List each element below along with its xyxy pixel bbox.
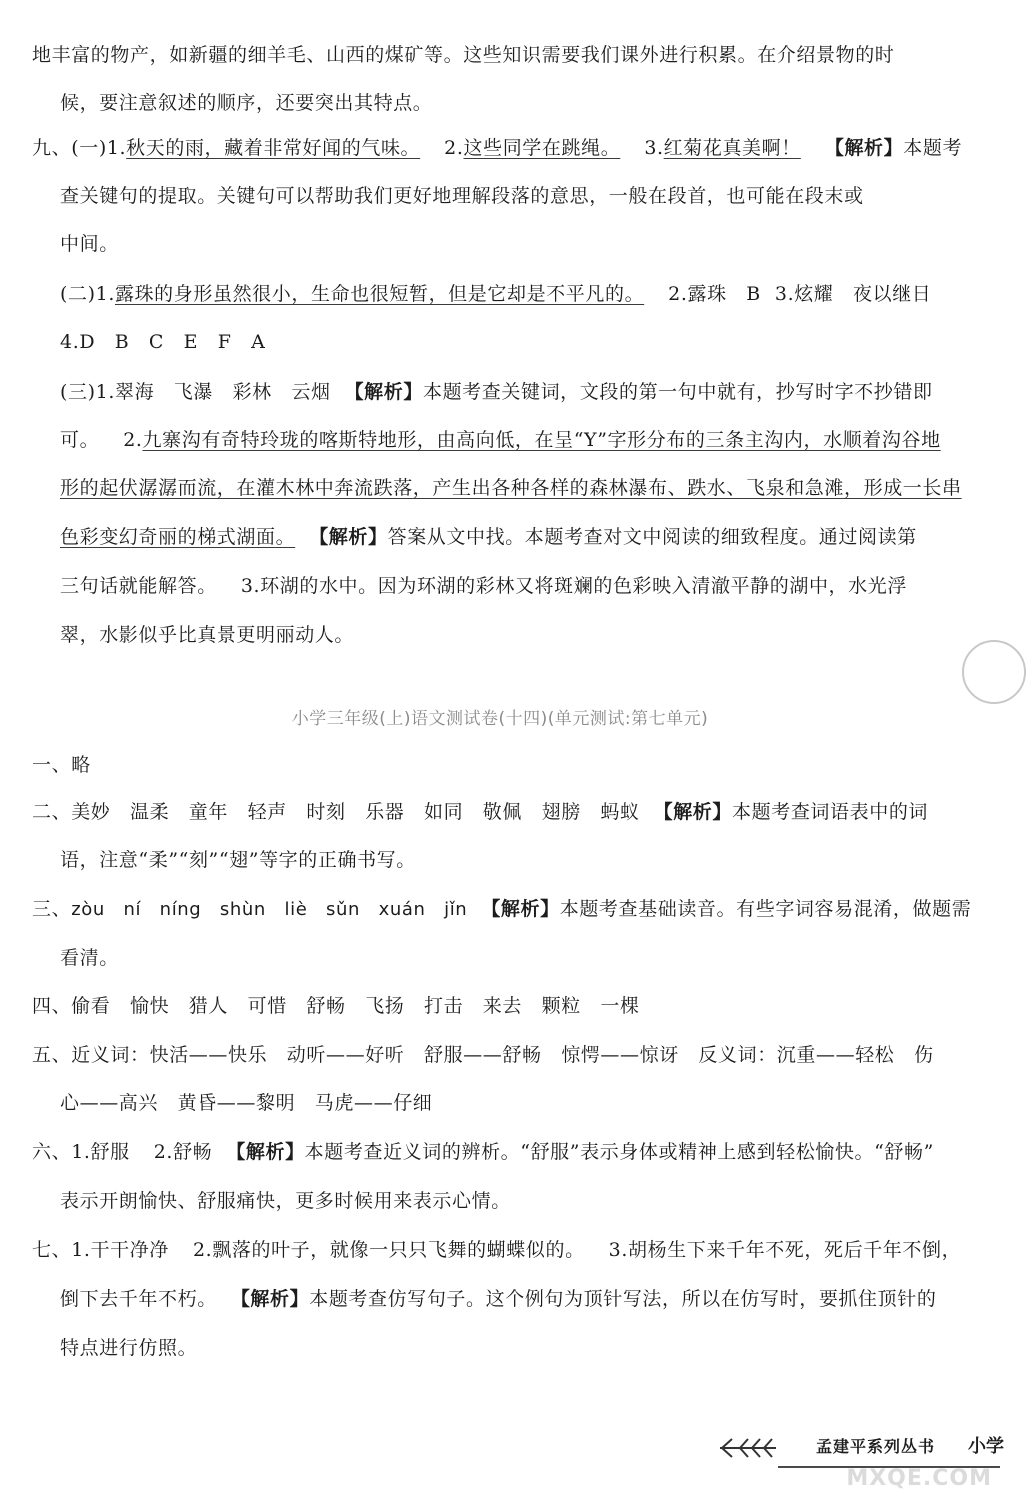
analysis-tag: 【解析】 xyxy=(344,381,423,403)
section-2-words: 二、美妙 温柔 童年 轻声 时刻 乐器 如同 敬佩 翅膀 蚂蚁 xyxy=(32,801,640,823)
section-7-answer-3-end: 倒下去千年不朽。 xyxy=(60,1288,217,1310)
section-6-answer-1: 舒服 xyxy=(90,1141,130,1163)
section-3-analysis: 本题考查基础读音。有些字词容易混淆，做题需 xyxy=(559,898,972,920)
q9-part2-answer-1: 露珠的身形虽然很小，生命也很短暂，但是它却是不平凡的。 xyxy=(114,283,645,305)
section-6-line-1 xyxy=(32,1137,957,1167)
q9-part3-text: 三句话就能解答。 xyxy=(60,575,217,597)
arrow-left-icon xyxy=(718,1436,778,1460)
q9-part2-num-2: 2. xyxy=(668,283,688,305)
analysis-tag: 【解析】 xyxy=(309,526,388,548)
q9-part1-analysis: 本题考 xyxy=(903,137,963,159)
q9-part3-line-4 xyxy=(60,522,957,552)
q9-part1-label: 九、(一)1. xyxy=(32,137,127,159)
q9-part1-line-3: 中间。 xyxy=(60,233,119,255)
section-6-line-2: 表示开朗愉快、舒服痛快，更多时候用来表示心情。 xyxy=(60,1190,511,1212)
prev-text-line-1: 地丰富的物产，如新疆的细羊毛、山西的煤矿等。这些知识需要我们课外进行积累。在介绍景物的时 xyxy=(32,44,895,66)
q9-part3-label: (三)1. xyxy=(60,381,115,403)
q9-part3-answer-3: 环湖的水中。因为环湖的彩林又将斑斓的色彩映入清澈平静的湖中，水光浮 xyxy=(260,575,907,597)
test-title: 小学三年级(上)语文测试卷(十四)(单元测试:第七单元) xyxy=(291,709,709,729)
q9-part2-answer-3: 炫耀 夜以继日 xyxy=(794,283,932,305)
q9-part3-num-3: 3. xyxy=(240,575,261,597)
round-stamp-icon xyxy=(962,640,1026,704)
q9-part3-line-3 xyxy=(60,473,962,503)
analysis-tag: 【解析】 xyxy=(226,1141,305,1163)
q9-part1-answer-1: 秋天的雨，藏着非常好闻的气味。 xyxy=(126,137,421,159)
section-7-label: 七、1. xyxy=(32,1239,91,1261)
series-name: 孟建平系列丛书 xyxy=(816,1437,936,1456)
q9-part2-num-3: 3. xyxy=(774,283,795,305)
section-6-analysis: 本题考查近义词的辨析。“舒服”表示身体或精神上感到轻松愉快。“舒畅” xyxy=(304,1141,934,1163)
grade-label: 小学 xyxy=(968,1436,1004,1457)
q9-part3-analysis-1: 本题考查关键词，文段的第一句中就有，抄写时字不抄错即 xyxy=(422,381,933,403)
q9-part2-answer-2: 露珠 B xyxy=(687,283,761,305)
watermark-logo xyxy=(820,1440,1000,1495)
section-7-answer-3: 胡杨生下来千年不死，死后千年不倒， xyxy=(628,1239,962,1261)
q9-part3-answer-2-end: 色彩变幻奇丽的梯式湖面。 xyxy=(60,526,296,548)
section-5-line-2: 心——高兴 黄昏——黎明 马虎——仔细 xyxy=(60,1092,433,1114)
analysis-tag: 【解析】 xyxy=(481,898,560,920)
q9-part1-line-2: 查关键句的提取。关键句可以帮助我们更好地理解段落的意思，一般在段首，也可能在段末或 xyxy=(60,185,864,207)
q9-part3-line-6: 翠，水影似乎比真景更明丽动人。 xyxy=(60,624,355,646)
q9-part2-label: (二)1. xyxy=(60,283,115,305)
section-7-line-2 xyxy=(60,1284,957,1314)
prev-text-line-2: 候，要注意叙述的顺序，还要突出其特点。 xyxy=(60,92,433,114)
section-1: 一、略 xyxy=(32,754,91,776)
q9-part3-line-2 xyxy=(60,425,957,455)
q9-part1-line-1 xyxy=(32,133,963,163)
q9-part3-line-1 xyxy=(60,377,957,407)
section-2-line-2: 语，注意“柔”“刻”“翅”等字的正确书写。 xyxy=(60,849,416,871)
section-7-num-2: 2. xyxy=(192,1239,213,1261)
section-6-label: 六、1. xyxy=(32,1141,91,1163)
section-7-answer-2: 飘落的叶子，就像一只只飞舞的蝴蝶似的。 xyxy=(212,1239,585,1261)
q9-part1-num-2: 2. xyxy=(444,137,464,159)
section-2-analysis: 本题考查词语表中的词 xyxy=(732,801,929,823)
q9-part3-analysis-2: 答案从文中找。本题考查对文中阅读的细致程度。通过阅读第 xyxy=(387,526,917,548)
analysis-tag: 【解析】 xyxy=(230,1288,310,1310)
analysis-tag: 【解析】 xyxy=(653,801,733,823)
q9-part1-answer-3: 红菊花真美啊！ xyxy=(663,137,801,159)
section-3-line-2: 看清。 xyxy=(60,947,119,969)
section-6-num-2: 2. xyxy=(153,1141,174,1163)
q9-part1-answer-2: 这些同学在跳绳。 xyxy=(463,137,621,159)
q9-part1-num-3: 3. xyxy=(644,137,664,159)
section-7-line-3: 特点进行仿照。 xyxy=(60,1337,198,1359)
section-7-analysis: 本题考查仿写句子。这个例句为顶针写法，所以在仿写时，要抓住顶针的 xyxy=(309,1288,937,1310)
section-7-num-3: 3. xyxy=(608,1239,628,1261)
q9-part2-line-2: 4.D B C E F A xyxy=(60,331,266,353)
section-6-answer-2: 舒畅 xyxy=(173,1141,213,1163)
section-5-line-1: 五、近义词：快活——快乐 动听——好听 舒服——舒畅 惊愕——惊讶 反义词：沉重——轻松 伤 xyxy=(32,1044,934,1066)
section-4: 四、偷看 愉快 猎人 可惜 舒畅 飞扬 打击 来去 颗粒 一棵 xyxy=(32,995,640,1017)
q9-part3-answer-2: 九寨沟有奇特玲珑的喀斯特地形，由高向低，在呈“Y”字形分布的三条主沟内，水顺着沟谷地 xyxy=(142,429,941,451)
section-3-line-1 xyxy=(32,894,972,925)
q9-part3-num-2: 2. xyxy=(123,429,143,451)
analysis-tag: 【解析】 xyxy=(824,137,904,159)
section-2-line-1 xyxy=(32,797,957,827)
q9-part3-line-5 xyxy=(60,571,957,601)
q9-part2-line-1 xyxy=(60,279,957,309)
section-7-line-1 xyxy=(32,1235,962,1265)
q9-part3-answer-2-cont: 形的起伏潺潺而流，在灌木林中奔流跌落，产生出各种各样的森林瀑布、跌水、飞泉和急滩，形成一长串 xyxy=(60,477,962,499)
section-3-label: 三、 xyxy=(32,898,72,920)
q9-part3-text: 可。 xyxy=(60,429,100,451)
q9-part3-answer-1: 翠海 飞瀑 彩林 云烟 xyxy=(114,381,331,403)
watermark-text: MXQE.COM xyxy=(846,1466,992,1491)
section-3-pinyin: zòu ní níng shùn liè sǔn xuán jǐn xyxy=(71,899,468,920)
section-7-answer-1: 干干净净 xyxy=(90,1239,169,1261)
